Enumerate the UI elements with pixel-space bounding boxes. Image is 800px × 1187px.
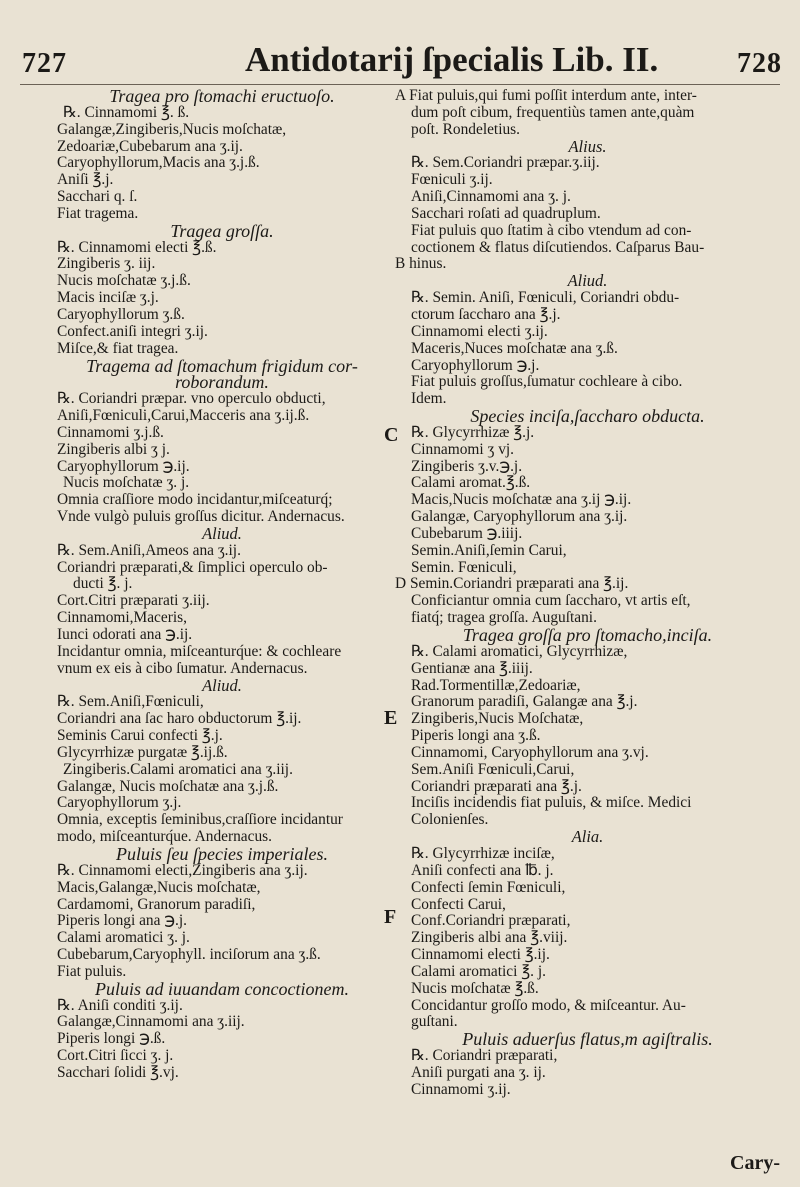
text-line: Zingiberis ʒ.v.℈.j.: [411, 457, 523, 475]
text-line: Caryophyllorum ʒ.j.: [57, 794, 182, 812]
margin-letter-c: C: [384, 424, 399, 446]
recipe-heading: Alia.: [571, 827, 604, 847]
text-line: Coriandri præparati,& ſimplici operculo ob-: [57, 558, 328, 576]
text-line: Maceris,Nuces moſchatæ ana ʒ.ß.: [411, 339, 618, 357]
text-line: Iunci odorati ana ℈.ij.: [57, 626, 193, 643]
recipe-heading: Puluis aduerſus flatus,m agiſtralis.: [462, 1029, 713, 1050]
text-line: Idem.: [411, 390, 447, 408]
page-number-right: 728: [737, 48, 782, 79]
text-line: Piperis longi ℈.ß.: [57, 1030, 166, 1048]
text-line: Cardamomi, Granorum paradiſi,: [57, 895, 256, 913]
recipe-heading: Puluis ſeu ſpecies imperiales.: [116, 843, 328, 864]
text-line: dum poſt cibum, frequentiùs tamen ante,quàm: [411, 103, 695, 121]
text-line: Conf.Coriandri præparati,: [411, 912, 571, 930]
recipe-heading: Tragea groſſa.: [170, 220, 274, 241]
text-line: Macis,Nucis moſchatæ ana ʒ.ij ℈.ij.: [411, 491, 632, 509]
text-line: Rad.Tormentillæ,Zedoariæ,: [411, 676, 581, 694]
text-line: modo, miſceanturq́ue. Andernacus.: [57, 828, 272, 846]
text-line: ℞. Semin. Aniſi, Fœniculi, Coriandri obdu-: [411, 289, 680, 307]
margin-letter-e: E: [384, 707, 398, 729]
text-line: ℞. Aniſi conditi ʒ.ij.: [57, 996, 183, 1014]
recipe-heading: roborandum.: [175, 372, 269, 393]
text-line: Omnia, exceptis ſeminibus,craſſiore incidantur: [57, 811, 343, 829]
text-line: A Fiat puluis,qui fumi poſſit interdum ante, inter-: [395, 87, 697, 104]
text-line: Aniſi,Cinnamomi ana ʒ. j.: [411, 188, 571, 206]
right-column: [395, 88, 780, 1099]
text-line: Seminis Carui confecti ℥.j.: [57, 727, 223, 745]
text-line: Coriandri præparati ana ℥.j.: [411, 777, 582, 795]
recipe-heading: Aliud.: [202, 523, 242, 543]
text-line: Piperis longi ana ʒ.ß.: [411, 727, 541, 745]
text-line: ℞. Glycyrrhizæ ℥.j.: [411, 423, 535, 441]
text-line: Galangæ,Zingiberis,Nucis moſchatæ,: [57, 120, 287, 138]
page-header: [20, 6, 790, 86]
text-line: Cort.Citri ſicci ʒ. j.: [57, 1047, 174, 1065]
text-line: Zingiberis albi ʒ j.: [57, 440, 170, 458]
text-line: vnum ex eis à cibo ſumatur. Andernacus.: [57, 659, 308, 677]
text-line: Cinnamomi electi ℥.ij.: [411, 946, 550, 964]
text-line: Confect.aniſi integri ʒ.ij.: [57, 322, 208, 340]
text-line: ℞. Glycyrrhizæ inciſæ,: [411, 844, 555, 862]
text-line: Fiat tragema.: [57, 204, 139, 222]
text-line: Zingiberis albi ana ℥.viij.: [411, 929, 568, 947]
text-line: Gentianæ ana ℥.iiij.: [411, 659, 533, 677]
text-line: Fiat puluis groſſus,ſumatur cochleare à cibo.: [411, 373, 683, 391]
text-line: ℞. Coriandri præpar. vno operculo obducti,: [57, 390, 326, 408]
text-line: Omnia craſſiore modo incidantur,miſceaturq́;: [57, 491, 333, 509]
text-line: Aniſi confecti ana ℔. j.: [411, 861, 554, 879]
text-line: Caryophyllorum,Macis ana ʒ.j.ß.: [57, 154, 260, 172]
text-line: Cinnamomi, Caryophyllorum ana ʒ.vj.: [411, 743, 649, 761]
text-line: Cubebarum,Caryophyll. inciſorum ana ʒ.ß.: [57, 946, 321, 964]
catchword: Cary-: [730, 1152, 780, 1174]
text-line: Galangæ, Nucis moſchatæ ana ʒ.j.ß.: [57, 777, 279, 795]
text-line: coctionem & flatus diſcutiendos. Caſparus Bau-: [411, 238, 705, 256]
text-line: Sem.Aniſi Fœniculi,Carui,: [411, 760, 575, 778]
text-line: Cinnamomi electi ʒ.ij.: [411, 322, 548, 340]
text-line: Cubebarum ℈.iiij.: [411, 524, 523, 542]
running-title: Antidotarij ſpecialis Lib. II.: [245, 40, 659, 79]
text-line: Caryophyllorum ℈.ij.: [57, 457, 190, 475]
text-line: Nucis moſchatæ ʒ. j.: [63, 474, 190, 492]
recipe-heading: Species inciſa,ſaccharo obducta.: [470, 406, 705, 427]
text-line: ctorum ſaccharo ana ℥.j.: [411, 305, 561, 323]
text-line: ℞. Cinnamomi electi ℥.ß.: [57, 238, 217, 256]
text-line: fiatq́; tragea groſſa. Auguſtani.: [411, 609, 597, 627]
text-line: Concidantur groſſo modo, & miſceantur. Au-: [411, 996, 686, 1014]
text-line: Sacchari q. ſ.: [57, 188, 138, 206]
text-line: Calami aromatici ℥. j.: [411, 962, 546, 980]
margin-letter-f: F: [384, 906, 397, 928]
text-line: ℞. Sem.Aniſi,Fœniculi,: [57, 693, 204, 711]
text-line: Macis inciſæ ʒ.j.: [57, 289, 159, 307]
text-line: Zedoariæ,Cubebarum ana ʒ.ij.: [57, 137, 243, 155]
text-line: Vnde vulgò puluis groſſus dicitur. Andernacus.: [57, 508, 345, 526]
text-line: Nucis moſchatæ ʒ.j.ß.: [57, 272, 191, 290]
text-line: Coriandri ana ſac haro obductorum ℥.ij.: [57, 710, 302, 728]
text-line: Nucis moſchatæ ℥.ß.: [411, 979, 539, 997]
recipe-heading: Alius.: [568, 136, 607, 156]
text-line: Fiat puluis quo ſtatim à cibo vtendum ad con-: [411, 221, 692, 239]
text-line: Piperis longi ana ℈.j.: [57, 912, 188, 930]
text-line: ℞. Cinnamomi ℥. ß.: [63, 103, 190, 121]
recipe-heading: Aliud.: [202, 675, 242, 695]
text-line: Sacchari roſati ad quadruplum.: [411, 204, 601, 222]
text-line: Cinnamomi,Maceris,: [57, 609, 187, 627]
text-line: Aniſi purgati ana ʒ. ij.: [411, 1063, 546, 1081]
text-line: Confecti Carui,: [411, 895, 506, 913]
page-number-left: 727: [22, 48, 67, 79]
text-line: ℞. Cinnamomi electi,Zingiberis ana ʒ.ij.: [57, 861, 308, 879]
text-line: Calami aromatici ʒ. j.: [57, 929, 190, 947]
text-line: Galangæ,Cinnamomi ana ʒ.iij.: [57, 1013, 245, 1031]
text-line: Conficiantur omnia cum ſaccharo, vt artis eſt,: [411, 592, 691, 610]
text-line: Zingiberis ʒ. iij.: [57, 255, 156, 273]
text-line: Aniſi,Fœniculi,Carui,Macceris ana ʒ.ij.ß.: [57, 407, 310, 425]
text-line: guſtani.: [411, 1013, 458, 1031]
text-line: Semin. Fœniculi,: [411, 558, 517, 576]
text-line: ℞. Calami aromatici, Glycyrrhizæ,: [411, 642, 628, 660]
text-line: Sacchari ſolidi ℥.vj.: [57, 1063, 179, 1081]
recipe-heading: Aliud.: [567, 271, 608, 291]
text-line: Confecti ſemin Fœniculi,: [411, 878, 566, 896]
text-line: D Semin.Coriandri præparati ana ℥.ij.: [395, 575, 629, 593]
text-line: Caryophyllorum ℈.j.: [411, 356, 540, 374]
text-line: Semin.Aniſi,ſemin Carui,: [411, 541, 567, 559]
text-line: Inciſis incidendis fiat puluis, & miſce. Medici: [411, 794, 692, 812]
text-line: Incidantur omnia, miſceanturq́ue: & cochleare: [57, 642, 342, 660]
text-line: Miſce,& fiat tragea.: [57, 339, 179, 357]
left-column: [57, 88, 387, 1082]
text-line: Calami aromat.℥.ß.: [411, 474, 531, 492]
text-line: B hinus.: [395, 255, 447, 273]
text-line: ℞. Coriandri præparati,: [411, 1047, 558, 1065]
text-line: ℞. Sem.Aniſi,Ameos ana ʒ.ij.: [57, 541, 241, 559]
text-line: Fiat puluis.: [57, 962, 127, 980]
text-line: Zingiberis,Nucis Moſchatæ,: [411, 710, 584, 728]
text-line: poſt. Rondeletius.: [411, 120, 521, 138]
text-line: ℞. Sem.Coriandri præpar.ʒ.iij.: [411, 154, 600, 172]
recipe-heading: Tragea groſſa pro ſtomacho,inciſa.: [462, 625, 713, 645]
text-line: Aniſi ℥.j.: [57, 171, 114, 189]
text-line: Galangæ, Caryophyllorum ana ʒ.ij.: [411, 508, 628, 526]
header-rule: [20, 84, 780, 85]
text-line: Caryophyllorum ʒ.ß.: [57, 305, 185, 323]
recipe-heading: Tragea pro ſtomachi eructuoſo.: [109, 86, 335, 106]
text-line: Cort.Citri præparati ʒ.iij.: [57, 592, 210, 610]
text-line: Cinnamomi ʒ.j.ß.: [57, 423, 164, 441]
text-line: Zingiberis.Calami aromatici ana ʒ.iij.: [63, 760, 293, 778]
text-line: ducti ℥. j.: [73, 575, 133, 593]
text-line: Glycyrrhizæ purgatæ ℥.ij.ß.: [57, 743, 228, 761]
text-line: Fœniculi ʒ.ij.: [411, 171, 493, 189]
text-line: Cinnamomi ʒ.ij.: [411, 1080, 511, 1098]
recipe-heading: Puluis ad iuuandam concoctionem.: [95, 978, 349, 999]
recipe-heading: Tragema ad ſtomachum frigidum cor-: [86, 355, 358, 376]
text-line: Macis,Galangæ,Nucis moſchatæ,: [57, 878, 261, 896]
text-line: Granorum paradiſi, Galangæ ana ℥.j.: [411, 693, 638, 711]
text-line: Colonienſes.: [411, 811, 489, 829]
text-line: Cinnamomi ʒ vj.: [411, 440, 515, 458]
